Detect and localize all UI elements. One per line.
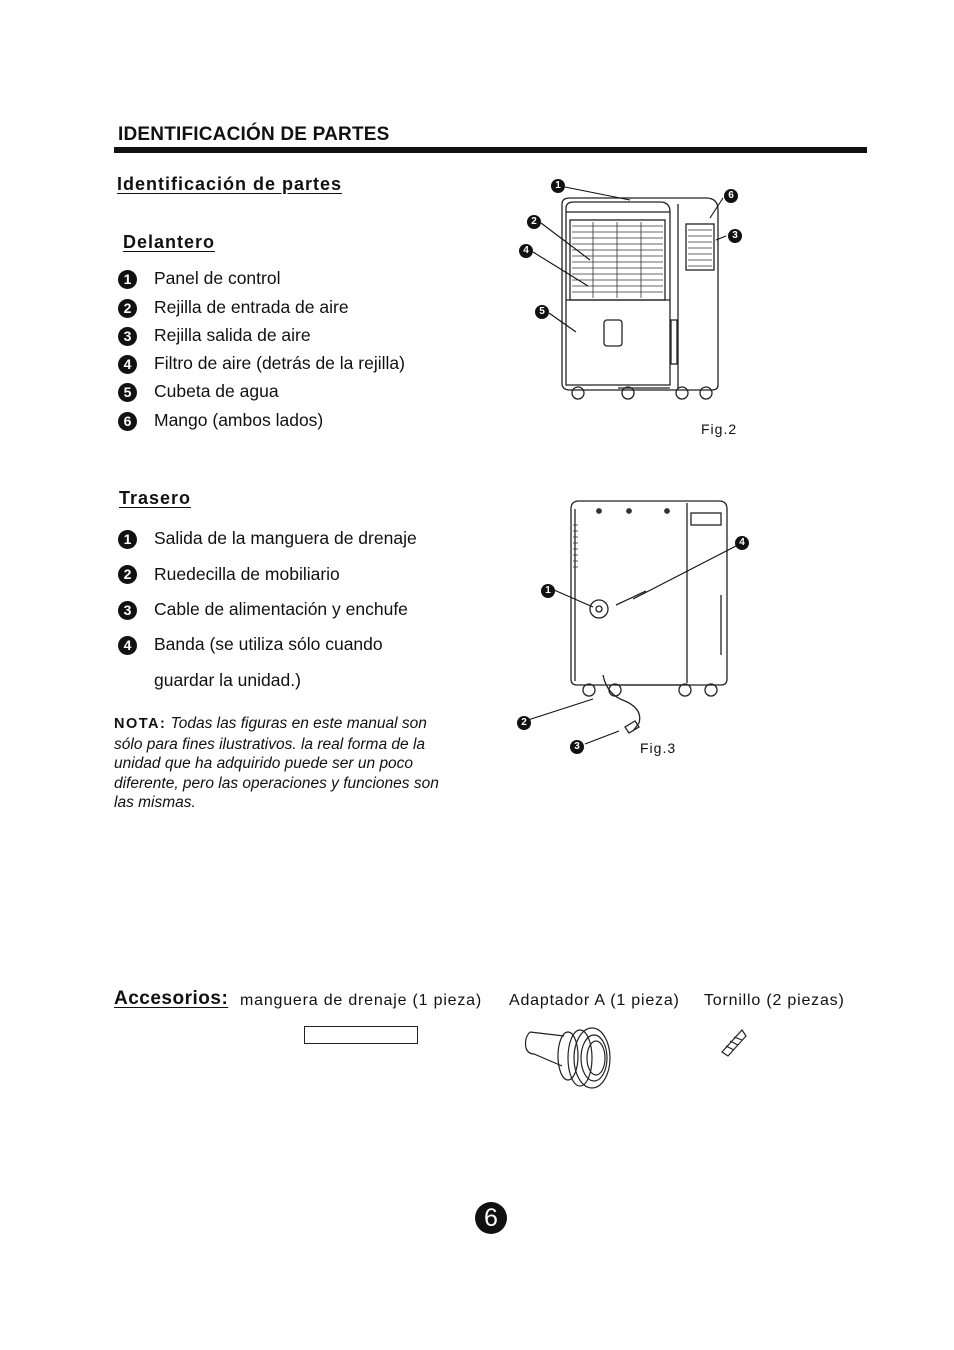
rear-item-2-number: 2	[118, 565, 137, 584]
front-item-3-number: 3	[118, 327, 137, 346]
rear-unit-illustration	[515, 495, 755, 755]
section-title: IDENTIFICACIÓN DE PARTES	[118, 124, 390, 145]
note-text: Todas las figuras en este manual son sólo para fines ilustrativos. la real forma de la unidad que ha adquirido puede ser un poco diferente, pero las operaciones y funciones son las mismas.	[114, 715, 439, 811]
front-item-4-label: Filtro de aire (detrás de la rejilla)	[154, 353, 405, 373]
fig3-callout-1: 1	[541, 584, 555, 598]
rear-item-4-label: Banda (se utiliza sólo cuando	[154, 634, 383, 654]
note-paragraph	[114, 714, 459, 813]
front-item-6-label: Mango (ambos lados)	[154, 410, 324, 430]
fig3-label: Fig.3	[640, 740, 677, 756]
fig2-callout-5: 5	[535, 305, 549, 319]
drain-hose-illustration	[304, 1026, 418, 1044]
note-label: NOTA:	[114, 716, 167, 732]
accessory-screw-label: Tornillo (2 piezas)	[704, 992, 845, 1009]
adapter-illustration	[522, 1024, 616, 1090]
fig2-callout-6: 6	[724, 189, 738, 203]
front-item-1-number: 1	[118, 270, 137, 289]
front-item-5-label: Cubeta de agua	[154, 381, 279, 401]
rear-item-4-number: 4	[118, 636, 137, 655]
fig3-callout-2: 2	[517, 716, 531, 730]
rear-item-1-number: 1	[118, 530, 137, 549]
rear-item-1-label: Salida de la manguera de drenaje	[154, 528, 417, 548]
fig3-callout-3: 3	[570, 740, 584, 754]
front-item-5-number: 5	[118, 383, 137, 402]
screw-illustration	[720, 1028, 748, 1060]
front-item-6-number: 6	[118, 412, 137, 431]
rear-item-3-number: 3	[118, 601, 137, 620]
parts-subtitle: Identificación de partes	[117, 174, 343, 194]
fig2-label: Fig.2	[701, 421, 738, 437]
fig2-callout-3: 3	[728, 229, 742, 243]
rear-heading: Trasero	[119, 488, 192, 508]
section-divider	[114, 147, 867, 153]
accessory-hose-label: manguera de drenaje (1 pieza)	[240, 992, 483, 1009]
front-item-2-number: 2	[118, 299, 137, 318]
front-item-3-label: Rejilla salida de aire	[154, 325, 311, 345]
fig2-callout-2: 2	[527, 215, 541, 229]
fig2-callout-1: 1	[551, 179, 565, 193]
accessory-adapter-label: Adaptador A (1 pieza)	[509, 992, 680, 1009]
fig2-callout-4: 4	[519, 244, 533, 258]
front-unit-illustration	[520, 180, 750, 420]
rear-item-2-label: Ruedecilla de mobiliario	[154, 564, 340, 584]
rear-item-3-label: Cable de alimentación y enchufe	[154, 599, 408, 619]
rear-item-4-continuation: guardar la unidad.)	[154, 670, 301, 690]
accessories-title: Accesorios:	[114, 988, 229, 1009]
front-item-2-label: Rejilla de entrada de aire	[154, 297, 349, 317]
front-heading: Delantero	[123, 232, 216, 252]
front-item-1-label: Panel de control	[154, 268, 281, 288]
fig3-callout-4: 4	[735, 536, 749, 550]
front-item-4-number: 4	[118, 355, 137, 374]
page-number: 6	[475, 1202, 507, 1234]
